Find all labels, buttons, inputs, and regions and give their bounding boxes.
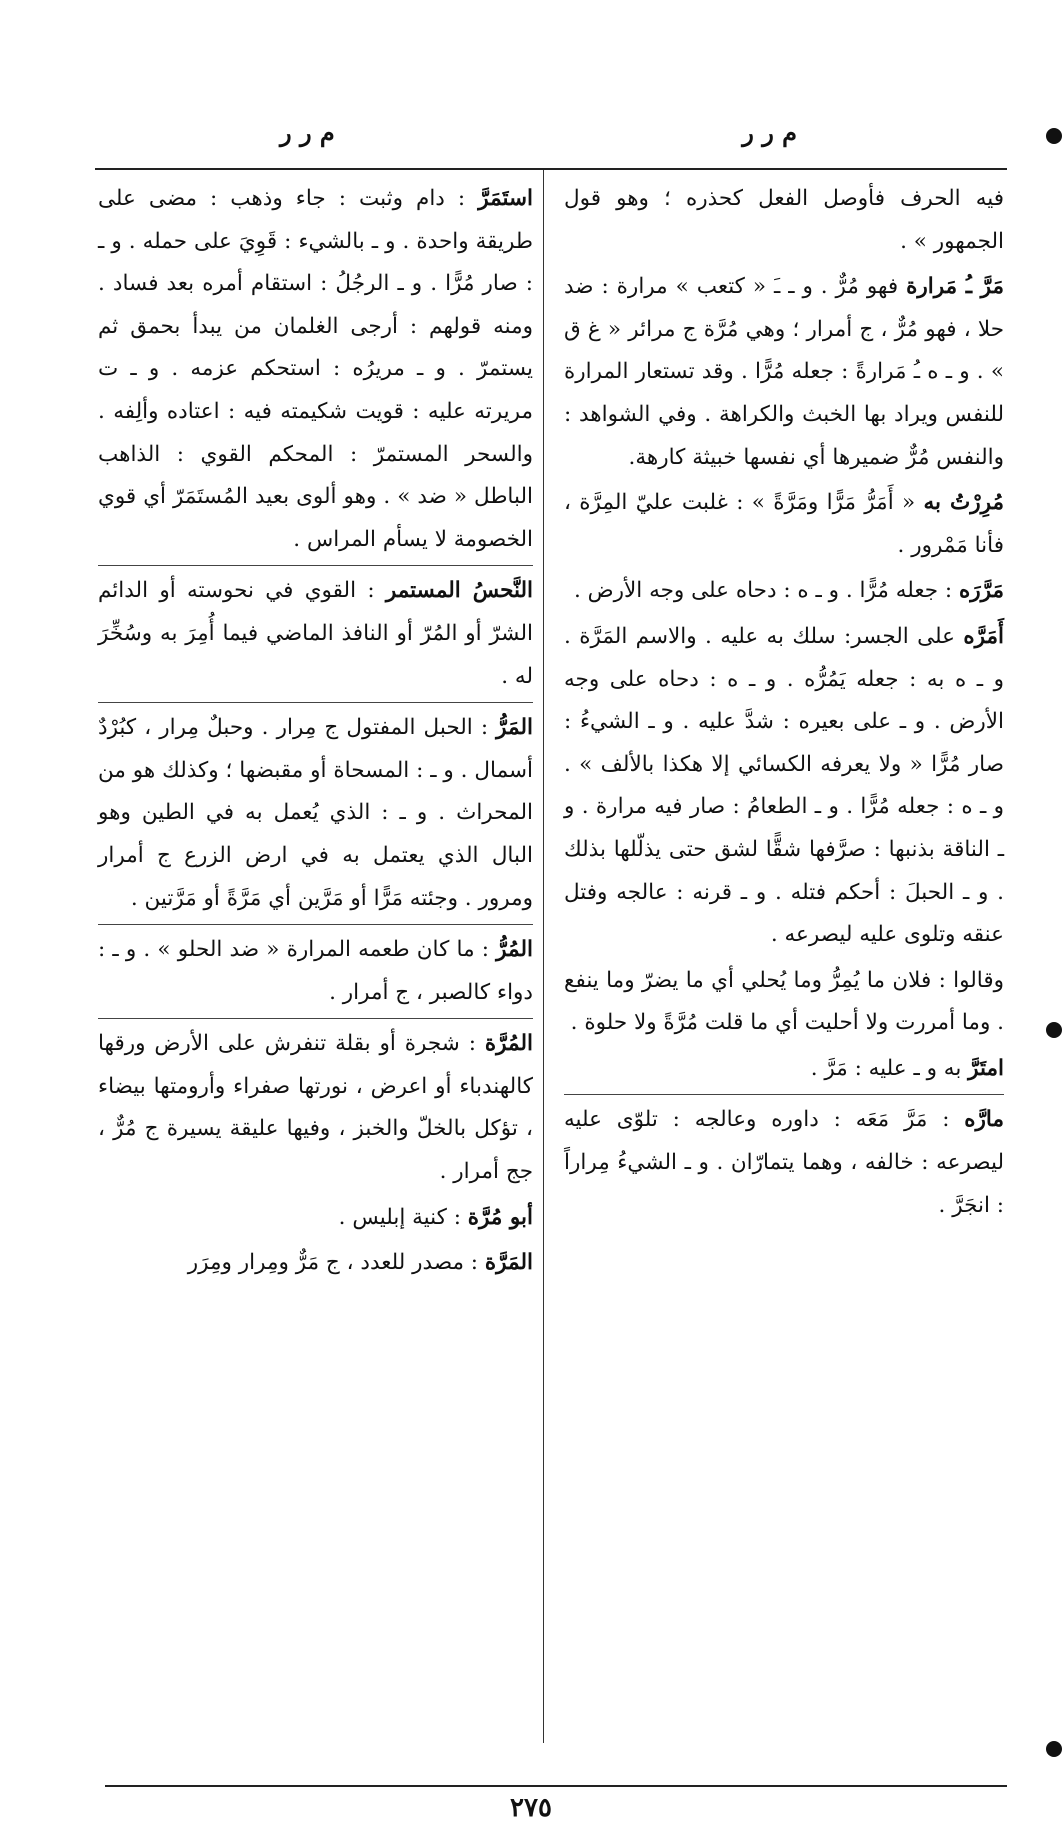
- entry: [98, 1197, 533, 1240]
- entry: [564, 1094, 1004, 1227]
- entry: [564, 616, 1004, 957]
- footer-rule: [105, 1785, 1007, 1787]
- headword: أَمَرَّه: [963, 623, 1004, 649]
- definition: : شجرة أو بقلة تنفرش على الأرض ورقها كالهندباء أو اعرض ، نورتها صفراء وأرومتها بيضاء ، تؤكل بالخلّ والخبز ، وفيها عليقة يسيرة ج مُرٌّ ، جج أمرار .: [98, 1031, 533, 1185]
- entry: [98, 702, 533, 920]
- headword: مَرَّ ـُ مَرارة: [906, 274, 1004, 300]
- definition: وقالوا : فلان ما يُمِرُّ وما يُحلي أي ما يضرّ وما ينفع . وما أمررت ولا أحليت أي ما قلت مُرَّةً ولا حلوة .: [564, 967, 1004, 1036]
- headword: استَمَرَّ: [478, 186, 533, 211]
- definition: « أَمَرُّ مَرًّا ومَرَّةً » : غلبت عليّ المِرَّة ، فأنا مَمْرور .: [564, 490, 1004, 558]
- entry: [564, 1048, 1004, 1091]
- definition: به و ـ عليه : مَرَّ .: [810, 1055, 962, 1081]
- entry: [564, 960, 1004, 1045]
- scan-edge-mark: [1046, 128, 1062, 144]
- entry: [98, 1242, 533, 1285]
- definition: : مَرَّ مَعَه : داوره وعالجه : تلوّى عليه ليصرعه : خالفه ، وهما يتمارّان . و ـ الشيءُ مِراراً : انجَرَّ .: [564, 1107, 1004, 1218]
- headword: أبو مُرَّة: [467, 1204, 533, 1230]
- entry: [98, 924, 533, 1014]
- definition: : القوي في نحوسته أو الدائم الشرّ أو المُرّ أو النافذ الماضي فيما أُمِرَ به وسُخِّرَ له .: [98, 578, 533, 689]
- entry: [564, 266, 1004, 479]
- column-divider: [543, 170, 544, 1743]
- headword: مُرِرْتُ به: [923, 490, 1004, 516]
- entry: [98, 565, 533, 698]
- entry: [564, 482, 1004, 567]
- definition: فيه الحرف فأوصل الفعل كحذره ؛ وهو قول الجمهور » .: [564, 186, 1004, 254]
- headword: مَرَّرَه: [958, 578, 1004, 604]
- entry: [564, 570, 1004, 613]
- left-column: [98, 178, 533, 1288]
- headword: المُرَّة: [484, 1031, 533, 1057]
- scan-edge-mark: [1046, 1741, 1062, 1757]
- headword: امتَرَّ: [968, 1055, 1004, 1081]
- header-rule: [95, 168, 1007, 170]
- scan-edge-mark: [1046, 1022, 1062, 1038]
- entry: [564, 178, 1004, 263]
- headword: المَرَّة: [484, 1250, 533, 1276]
- entry: [98, 1018, 533, 1193]
- entry: [98, 178, 533, 561]
- definition: : دام وثبت : جاء وذهب : مضى على طريقة واحدة . و ـ بالشيء : قَوِيَ على حمله . و ـ : صار مُرًّا . و ـ الرجُلُ : استقام أمره بعد فساد . ومنه قولهم : أرجى الغلمان من يبدأ بحمق ثم يستمرّ . و ـ مريرُه : استحكم عزمه . و ـ ت مريرته عليه : قويت شكيمته فيه : اعتاده وألِفه . والسحر المستمرّ : المحكم القوي : الذاهب الباطل « ضد » . وهو ألوى بعيد المُستَمَرّ أي قوي الخصومة لا يسأم المراس .: [98, 186, 533, 552]
- page-number: ٢٧٥: [510, 1793, 552, 1823]
- definition: على الجسر: سلك به عليه . والاسم المَرَّة . و ـ ه به : جعله يَمُرُّه . و ـ ه : دحاه على وجه الأرض . و ـ على بعيره : شدَّ عليه . و ـ الشيءُ : صار مُرًّا « ولا يعرفه الكسائي إلا هكذا بالألف » . و ـ ه : جعله مُرًّا . و ـ الطعامُ : صار فيه مرارة . و ـ الناقة بذنبها : صرَّفها شقًّا لشق حتى يذلّلها بذلك . و ـ الحبلَ : أحكم فتله . و ـ قرنه : عالجه وفتل عنقه وتلوى عليه ليصرعه .: [564, 623, 1004, 948]
- definition: : الحبل المفتول ج مِرار . وحبلٌ مِرار ، كبُرْدٌ أسمال . و ـ : المسحاة أو مقبضها ؛ وكذلك هو من المحراث . و ـ : الذي يُعمل به في الطين وهو البال الذي يعتمل به في ارض الزرع ج أمرار ومرور . وجئته مَرًّا أو مَرَّين أي مَرَّةً أو مَرَّتين .: [98, 715, 533, 911]
- headword: المُرُّ: [496, 937, 533, 963]
- definition: فهو مُرٌّ . و ـ ـَ « كتعب » مرارة : ضد حلا ، فهو مُرٌّ ، ج أمرار ؛ وهي مُرَّة ج مرائر « غ ق » . و ـ ه ـُ مَرارةً : جعله مُرًّا . وقد تستعار المرارة للنفس ويراد بها الخبث والكراهة . وفي الشواهد : والنفس مُرٌّ ضميرها أي نفسها خبيثة كارهة.: [564, 274, 1004, 470]
- definition: : كنية إبليس .: [338, 1204, 461, 1230]
- running-header-left: م ر ر: [280, 118, 335, 147]
- definition: : مصدر للعدد ، ج مَرٌّ ومِرار ومِرَر: [187, 1250, 479, 1276]
- headword: المَرُّ: [496, 715, 533, 741]
- right-column: [564, 178, 1004, 1230]
- running-header-right: م ر ر: [742, 118, 797, 147]
- definition: : جعله مُرًّا . و ـ ه : دحاه على وجه الأرض .: [573, 578, 953, 604]
- headword: مارَّه: [964, 1107, 1004, 1133]
- definition: : ما كان طعمه المرارة « ضد الحلو » . و ـ : دواء كالصبر ، ج أمرار .: [98, 937, 533, 1005]
- headword: النَّحسُ المستمر: [385, 578, 533, 604]
